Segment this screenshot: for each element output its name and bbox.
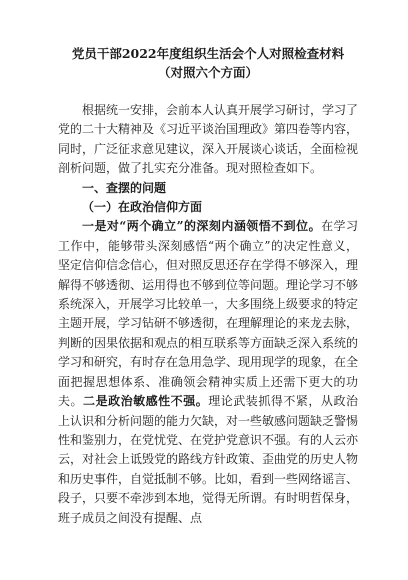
point-1-lead: 一是对“两个确立”的深刻内涵领悟不到位。 [82, 219, 322, 234]
point-1-text: 在学习工作中，能够带头深刻感悟“两个确立”的决定性意义，坚定信仰信念信心，但对照反思还存在学得不够深入，理解得不够透彻、运用得也不够到位等问题。理论学习不够系统深入，开展学习比较单一，大多围绕上级要求的特定主题开展，学习钻研不够透彻，在理解理论的来龙去脉，判断的因果依据和观点的相互联系等方面缺乏深入系统的学习和研究，有时存在急用急学、现用现学的现象，在全面把握思想体系、准确领会精神实质上还需下更大的功夫。 [58, 219, 359, 409]
intro-paragraph: 根据统一安排，会前本人认真开展学习研讨，学习了党的二十大精神及《习近平谈治国理政》第四卷等内容，同时，广泛征求意见建议，深入开展谈心谈话，全面检视剖析问题，做了扎实充分准备。现对照检查如下。 [58, 103, 359, 176]
point-2-lead: 二是政治敏感性不强。 [83, 394, 209, 409]
document-subtitle: （对照六个方面） [157, 65, 258, 80]
body-paragraph [58, 217, 358, 528]
point-2-text: 理论武装抓得不紧，从政治上认识和分析问题的能力欠缺，对一些敏感问题缺乏警惕性和鉴别力，在党忧党、在党护党意识不强。有的人云亦云，对社会上诋毁党的路线方针政策、歪曲党的历史人物和历史事件，自觉抵制不够。比如，看到一些网络谣言、段子，只要不牵涉到本地，觉得无所谓。有时明哲保身，班子成员之间没有提醒、点 [58, 394, 359, 525]
document-title: 党员干部2022年度组织生活会个人对照检查材料 [71, 46, 345, 61]
section-heading: 一、查摆的问题 [82, 180, 167, 195]
subsection-heading: （一）在政治信仰方面 [82, 200, 203, 215]
